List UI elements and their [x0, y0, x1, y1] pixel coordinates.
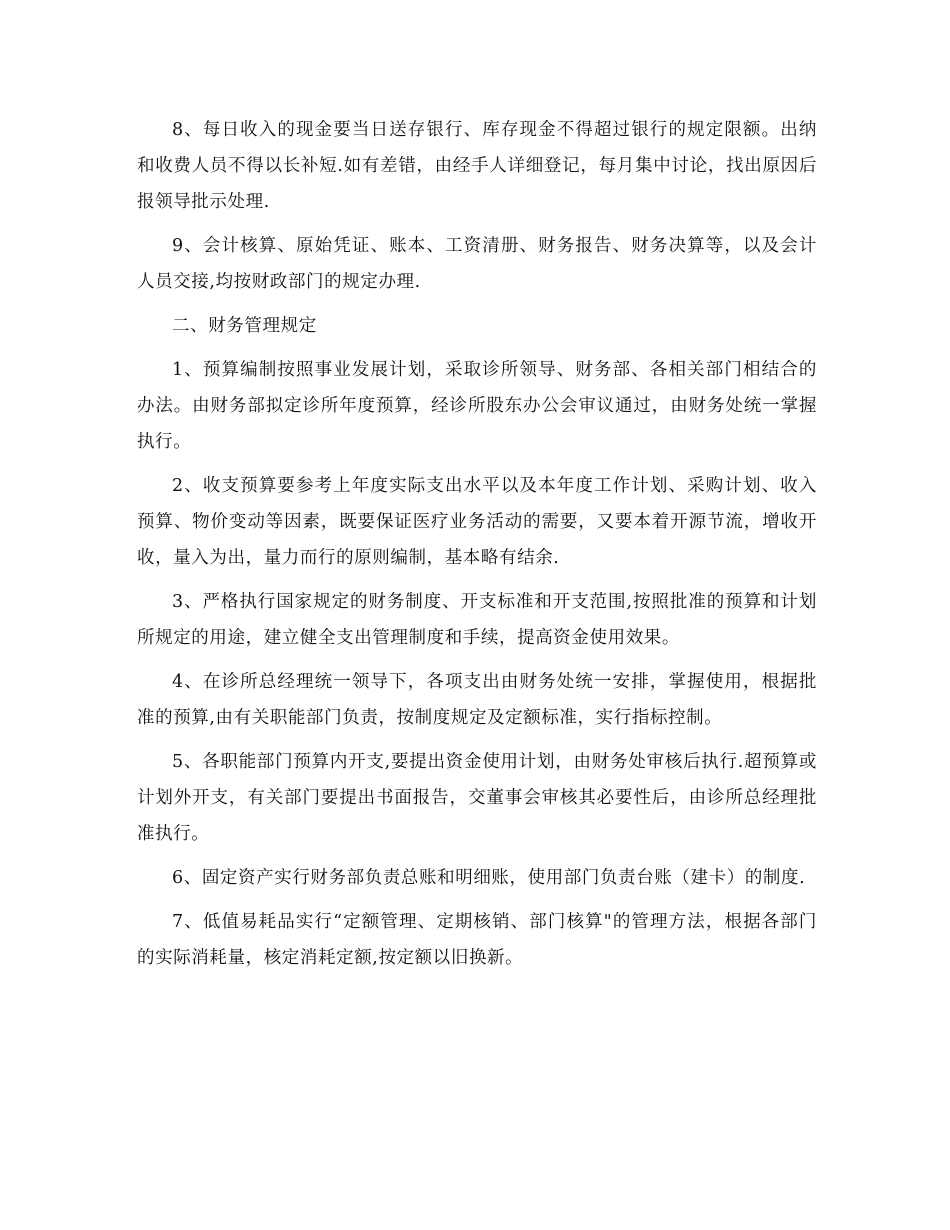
paragraph-3: 3、严格执行国家规定的财务制度、开支标准和开支范围,按照批准的预算和计划所规定的用途，建立健全支出管理制度和手续，提高资金使用效果。: [137, 592, 817, 648]
paragraph-1: 1、预算编制按照事业发展计划，采取诊所领导、财务部、各相关部门相结合的办法。由财务部拟定诊所年度预算，经诊所股东办公会审议通过，由财务处统一掌握执行。: [137, 360, 817, 452]
paragraph-6: 6、固定资产实行财务部负责总账和明细账，使用部门负责台账（建卡）的制度.: [172, 868, 806, 888]
paragraph-9: 9、会计核算、原始凭证、账本、工资清册、财务报告、财务决算等，以及会计人员交接,均按财政部门的规定办理.: [137, 236, 817, 292]
paragraph-7: 7、低值易耗品实行“定额管理、定期核销、部门核算"的管理方法，根据各部门的实际消耗量，核定消耗定额,按定额以旧换新。: [137, 912, 817, 968]
paragraph-2: 2、收支预算要参考上年度实际支出水平以及本年度工作计划、采购计划、收入预算、物价变动等因素，既要保证医疗业务活动的需要，又要本着开源节流，增收开收，量入为出，量力而行的原则编制，基本略有结余.: [137, 476, 817, 568]
paragraph-8: 8、每日收入的现金要当日送存银行、库存现金不得超过银行的规定限额。出纳和收费人员不得以长补短.如有差错，由经手人详细登记，每月集中讨论，找出原因后报领导批示处理.: [137, 120, 817, 212]
paragraph-4: 4、在诊所总经理统一领导下，各项支出由财务处统一安排，掌握使用，根据批准的预算,由有关职能部门负责，按制度规定及定额标准，实行指标控制。: [137, 672, 817, 728]
paragraph-5: 5、各职能部门预算内开支,要提出资金使用计划，由财务处审核后执行.超预算或计划外开支，有关部门要提出书面报告，交董事会审核其必要性后，由诊所总经理批准执行。: [137, 752, 817, 844]
section-heading-financial-management: 二、财务管理规定: [172, 316, 317, 336]
document-body: [137, 112, 817, 984]
